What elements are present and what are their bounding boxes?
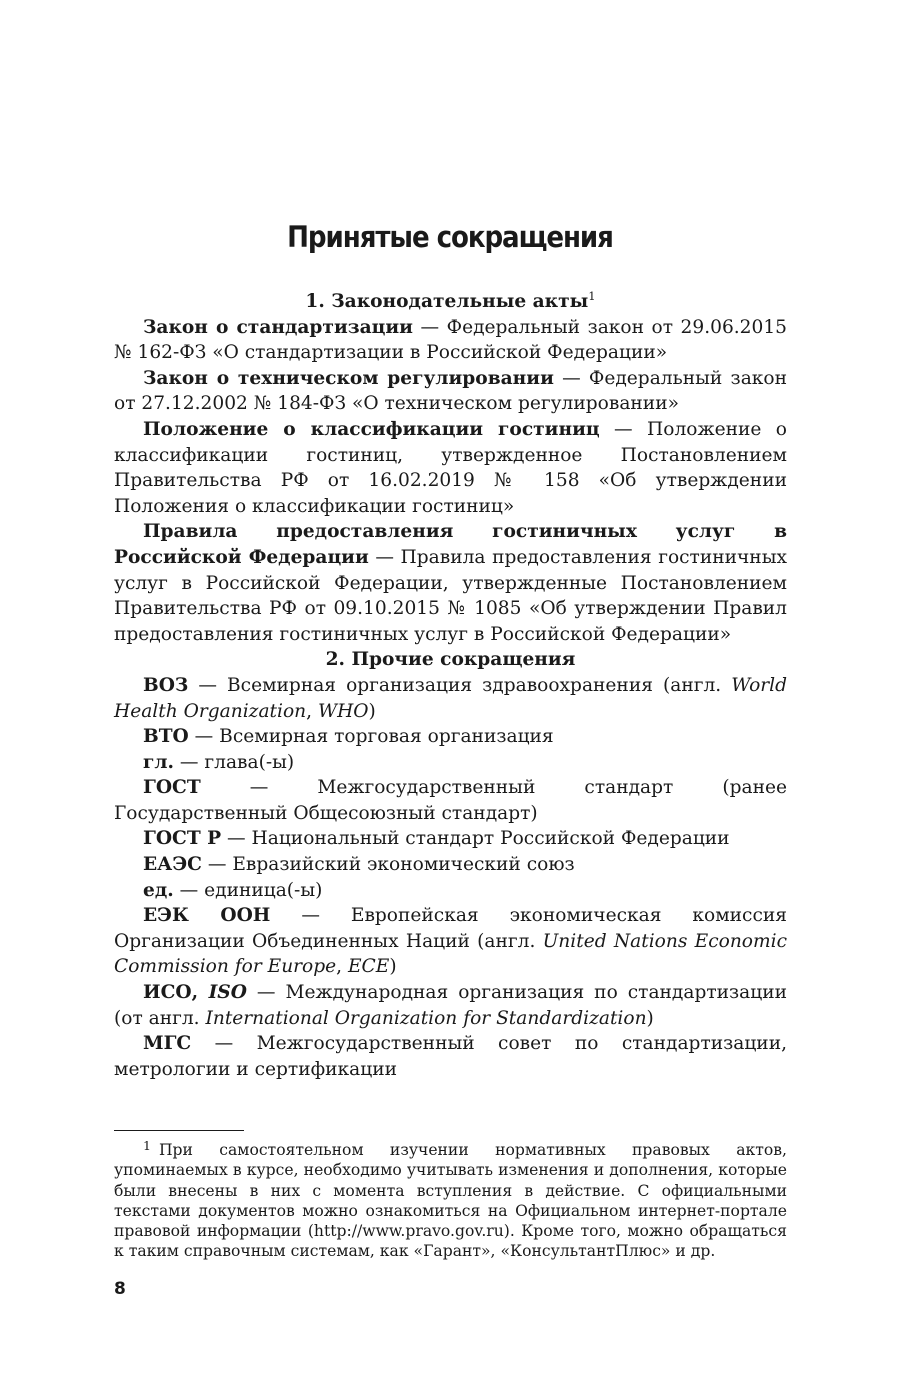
entry-eaes — [114, 852, 787, 878]
entry-definition: — Федеральный закон от 29.06.2015 № 162-ФЗ «О стандартизации в Российской Федерации» — [114, 316, 788, 364]
page-title: Принятые сокращения — [287, 220, 613, 254]
entry-definition: — Евразийский экономический союз — [201, 854, 575, 876]
entry-english-name: United Nations Economic Commission for Europe — [114, 930, 787, 978]
entry-term: Закон о техническом регулировании — [143, 367, 554, 389]
entry-definition: — Правила предоставления гостиничных услуг в Российской Федерации, утвержденные Постановлением Правительства РФ от 09.10.2015 № 1085 «Об утверждении Правил предоставления гостиничных услуг в Российской Федерации» — [114, 546, 787, 645]
entry-separator: , — [306, 700, 318, 722]
entry-definition: — Европейская экономическая комиссия Организации Объединенных Наций (англ. — [114, 905, 787, 952]
footnote-paragraph — [114, 1136, 787, 1262]
entry-term: Правила предоставления гостиничных услуг в Российской Федерации — [114, 521, 787, 568]
entry-ed — [114, 878, 787, 904]
entry-definition: — Положение о классификации гостиниц, утвержденное Постановлением Правительства РФ от 16.02.2019 № 158 «Об утверждении Положения о классификации гостиниц» — [114, 418, 787, 517]
entry-term: ГОСТ — [143, 777, 201, 799]
entry-term: ЕЭК ООН — [143, 905, 271, 927]
entry-voz — [114, 673, 787, 724]
entry-definition: — Всемирная организация здравоохранения (англ. — [188, 674, 732, 696]
footnote-text: При самостоятельном изучении нормативных правовых актов, упоминаемых в курсе, необходимо учитывать изменения и дополнения, которые были внесены в них с момента вступления в действие. С официальными текстами документов можно ознакомиться на Официальном интернет-портале правовой информации (http://www.pravo.gov.ru). Кроме того, можно обращаться к таким справочным системам, как «Гарант», «КонсультантПлюс» и др. — [114, 1141, 787, 1261]
entry-separator: , — [336, 956, 348, 978]
entry-term: ВТО — [143, 726, 189, 748]
entry-close: ) — [368, 700, 376, 722]
entry-definition: — единица(-ы) — [173, 879, 323, 901]
entry-definition: — Всемирная торговая организация — [188, 726, 554, 748]
entry-term: ед. — [143, 879, 174, 901]
entry-term: ЕАЭС — [143, 854, 202, 876]
footnote-marker: 1 — [143, 1138, 151, 1153]
entry-term: Закон о стандартизации — [143, 316, 413, 338]
entry-term: ГОСТ Р — [143, 828, 222, 850]
entry-term: Положение о классификации гостиниц — [143, 418, 600, 440]
entry-term-separator: , — [191, 982, 209, 1004]
entry-gost-r — [114, 826, 787, 852]
entry-english-abbr: ECE — [347, 956, 390, 978]
entry-gost — [114, 775, 787, 826]
entry-term: МГС — [143, 1033, 192, 1055]
entry-definition: — Межгосударственный стандарт (ранее Государственный Общесоюзный стандарт) — [114, 777, 787, 824]
page-number: 8 — [114, 1279, 126, 1299]
footnote-divider — [114, 1130, 244, 1131]
entry-hotel-classification — [114, 417, 787, 519]
entry-definition: — Федеральный закон от 27.12.2002 № 184-ФЗ «О техническом регулировании» — [114, 367, 787, 415]
entry-hotel-services-rules — [114, 519, 787, 647]
entry-term: ИСО — [143, 982, 192, 1004]
entry-definition: — Международная организация по стандартизации (от англ. — [114, 982, 788, 1029]
footnote — [114, 1136, 787, 1262]
entry-vto — [114, 724, 787, 750]
entry-english-name: World Health Organization — [114, 674, 787, 722]
entry-term: ВОЗ — [143, 674, 189, 696]
entry-definition: — Межгосударственный совет по стандартизации, метрологии и сертификации — [114, 1033, 787, 1080]
entry-english-abbr: WHO — [317, 700, 369, 722]
entry-standardization-law — [114, 315, 787, 366]
entry-close: ) — [389, 956, 397, 978]
section-heading-text: 1. Законодательные акты — [305, 291, 589, 312]
footnote-reference: 1 — [588, 289, 596, 303]
entry-mgs — [114, 1031, 787, 1082]
entry-english-name: International Organization for Standardization — [205, 1007, 647, 1029]
entry-iso — [114, 980, 787, 1031]
section-heading-other: 2. Прочие сокращения — [325, 649, 576, 671]
section-heading-legislation — [114, 284, 787, 315]
entry-definition: — глава(-ы) — [173, 751, 295, 773]
entry-technical-regulation-law — [114, 366, 787, 417]
entry-close: ) — [646, 1007, 654, 1029]
entry-gl — [114, 750, 787, 776]
main-content — [114, 284, 787, 1082]
entry-eek-oon — [114, 903, 787, 980]
entry-definition: — Национальный стандарт Российской Федерации — [221, 828, 730, 850]
entry-term: гл. — [143, 751, 174, 773]
entry-term-latin: ISO — [208, 982, 247, 1004]
